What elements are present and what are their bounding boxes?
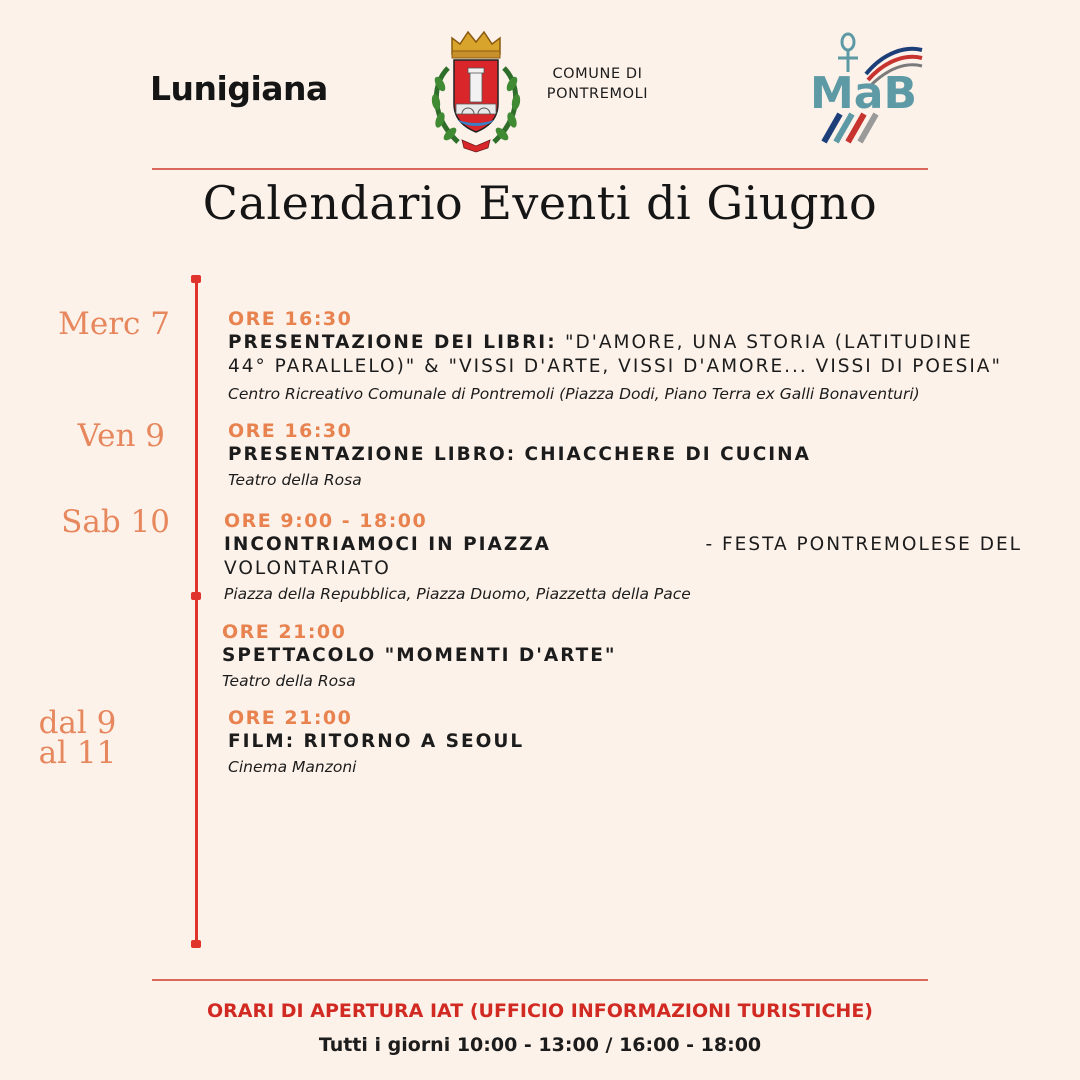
comune-di-pontremoli-label bbox=[540, 64, 655, 104]
timeline-cap-top bbox=[191, 275, 201, 283]
pontremoli-crest-icon bbox=[422, 24, 530, 156]
event-location: Teatro della Rosa bbox=[222, 672, 356, 690]
lunigiana-logo: Lunigiana bbox=[150, 69, 328, 108]
date-range-line-1: dal 9 bbox=[38, 705, 117, 741]
timeline-cap-middle bbox=[191, 592, 201, 600]
date-merc-7: Merc 7 bbox=[58, 306, 170, 342]
event-time: ORE 21:00 bbox=[222, 621, 347, 643]
iat-hours-heading: ORARI DI APERTURA IAT (UFFICIO INFORMAZIONI TURISTICHE) bbox=[206, 1000, 873, 1022]
event-time: ORE 9:00 - 18:00 bbox=[224, 510, 428, 532]
timeline-cap-bottom bbox=[191, 940, 201, 948]
event-title-bold: INCONTRIAMOCI IN PIAZZA bbox=[224, 534, 551, 555]
timeline-line bbox=[195, 278, 198, 946]
event-item bbox=[222, 621, 1022, 690]
event-item bbox=[224, 510, 1022, 603]
mab-unesco-logo-icon bbox=[806, 28, 926, 146]
date-ven-9: Ven 9 bbox=[77, 418, 165, 454]
iat-hours-text: Tutti i giorni 10:00 - 13:00 / 16:00 - 18:00 bbox=[318, 1034, 762, 1056]
event-time: ORE 16:30 bbox=[228, 308, 353, 330]
date-range-line-2: al 11 bbox=[38, 735, 117, 771]
header-divider bbox=[152, 168, 928, 170]
event-item bbox=[228, 707, 1028, 776]
event-title-line-2: VOLONTARIATO bbox=[224, 558, 391, 579]
date-sab-10: Sab 10 bbox=[61, 504, 170, 540]
footer-divider bbox=[152, 979, 928, 981]
event-item bbox=[228, 308, 1073, 403]
event-title-bold: PRESENTAZIONE DEI LIBRI: bbox=[228, 332, 557, 353]
event-title bbox=[228, 331, 1073, 355]
event-title: FILM: RITORNO A SEOUL bbox=[228, 731, 525, 752]
event-title-part: "D'AMORE, UNA STORIA (LATITUDINE bbox=[565, 332, 973, 353]
date-dal-9-al-11 bbox=[0, 705, 155, 771]
event-location: Centro Ricreativo Comunale di Pontremoli (Piazza Dodi, Piano Terra ex Galli Bonaventuri) bbox=[228, 385, 920, 403]
event-location: Cinema Manzoni bbox=[228, 758, 357, 776]
event-title-part: - FESTA PONTREMOLESE DEL bbox=[705, 534, 1022, 555]
page-title: Calendario Eventi di Giugno bbox=[202, 176, 878, 230]
comune-line-2: PONTREMOLI bbox=[546, 86, 649, 102]
comune-line-1: COMUNE DI bbox=[552, 66, 643, 82]
event-title: PRESENTAZIONE LIBRO: CHIACCHERE DI CUCINA bbox=[228, 444, 811, 465]
event-title: SPETTACOLO "MOMENTI D'ARTE" bbox=[222, 645, 617, 666]
event-location: Piazza della Repubblica, Piazza Duomo, Piazzetta della Pace bbox=[224, 585, 691, 603]
event-time: ORE 21:00 bbox=[228, 707, 353, 729]
event-item bbox=[228, 420, 1073, 489]
svg-text:MaB: MaB bbox=[810, 68, 918, 119]
event-title-line-2: 44° PARALLELO)" & "VISSI D'ARTE, VISSI D'AMORE... VISSI DI POESIA" bbox=[228, 356, 1002, 377]
event-title bbox=[224, 533, 1022, 557]
event-location: Teatro della Rosa bbox=[228, 471, 362, 489]
event-time: ORE 16:30 bbox=[228, 420, 353, 442]
